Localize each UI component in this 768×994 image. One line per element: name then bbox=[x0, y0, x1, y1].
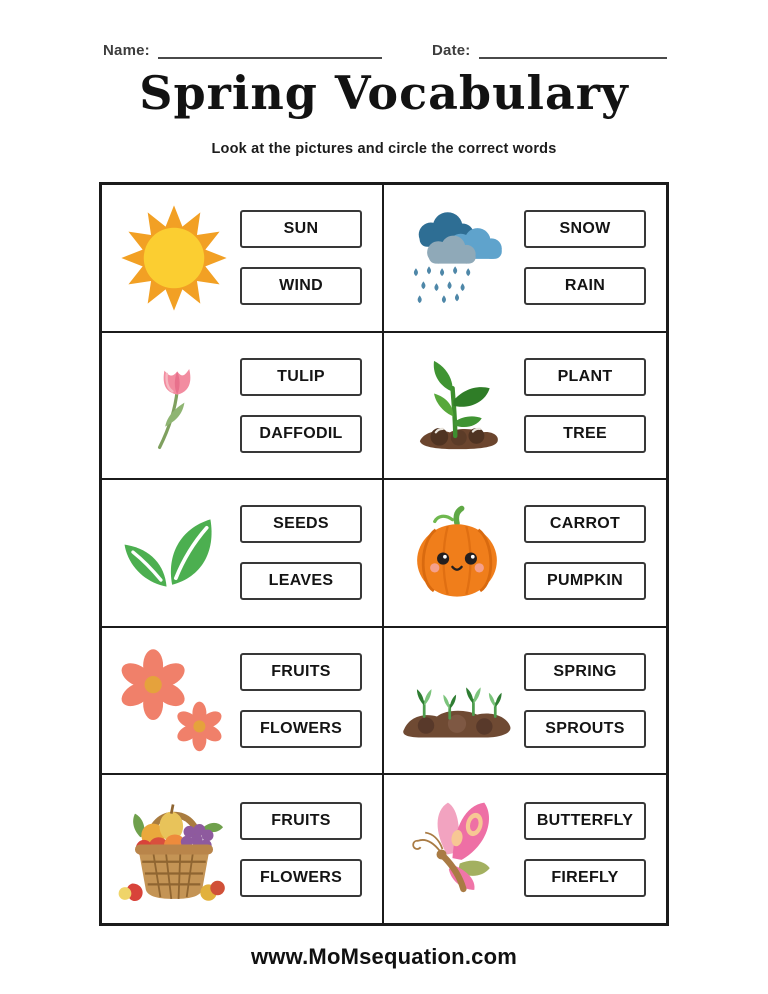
pumpkin-image bbox=[390, 505, 524, 601]
word-options bbox=[240, 505, 362, 600]
worksheet-cell bbox=[102, 480, 384, 628]
date-label: Date: bbox=[432, 42, 471, 59]
word-option-daffodil[interactable]: DAFFODIL bbox=[240, 415, 362, 453]
worksheet-grid bbox=[99, 182, 669, 926]
worksheet-cell bbox=[384, 775, 666, 923]
butterfly-image bbox=[390, 794, 524, 904]
rain-cloud-image bbox=[390, 205, 524, 311]
word-option-flowers[interactable]: FLOWERS bbox=[240, 859, 362, 897]
page-subtitle: Look at the pictures and circle the correct words bbox=[211, 141, 557, 157]
worksheet-cell bbox=[384, 628, 666, 776]
site-footer: www.MoMsequation.com bbox=[251, 944, 517, 969]
word-option-flowers[interactable]: FLOWERS bbox=[240, 710, 362, 748]
worksheet-cell bbox=[102, 775, 384, 923]
word-option-wind[interactable]: WIND bbox=[240, 267, 362, 305]
word-option-spring[interactable]: SPRING bbox=[524, 653, 646, 691]
word-options bbox=[524, 802, 646, 897]
tulip-image bbox=[108, 350, 240, 460]
word-option-plant[interactable]: PLANT bbox=[524, 358, 646, 396]
date-blank-line[interactable] bbox=[479, 44, 667, 59]
name-label: Name: bbox=[103, 42, 150, 59]
word-option-sprouts[interactable]: SPROUTS bbox=[524, 710, 646, 748]
page-title: Spring Vocabulary bbox=[139, 66, 629, 120]
word-option-sun[interactable]: SUN bbox=[240, 210, 362, 248]
word-options bbox=[524, 210, 646, 305]
word-options bbox=[240, 802, 362, 897]
word-option-rain[interactable]: RAIN bbox=[524, 267, 646, 305]
worksheet-cell bbox=[384, 480, 666, 628]
word-option-pumpkin[interactable]: PUMPKIN bbox=[524, 562, 646, 600]
word-option-firefly[interactable]: FIREFLY bbox=[524, 859, 646, 897]
date-field-group bbox=[432, 42, 667, 59]
name-field-group bbox=[103, 42, 382, 59]
flowers-image bbox=[108, 646, 240, 756]
word-option-tree[interactable]: TREE bbox=[524, 415, 646, 453]
worksheet-cell bbox=[102, 185, 384, 333]
word-options bbox=[240, 653, 362, 748]
word-option-butterfly[interactable]: BUTTERFLY bbox=[524, 802, 646, 840]
leaves-image bbox=[108, 511, 240, 595]
sprouts-image bbox=[390, 660, 524, 742]
word-options bbox=[524, 653, 646, 748]
word-option-leaves[interactable]: LEAVES bbox=[240, 562, 362, 600]
word-option-seeds[interactable]: SEEDS bbox=[240, 505, 362, 543]
seedling-image bbox=[390, 354, 524, 456]
worksheet-cell bbox=[384, 185, 666, 333]
word-options bbox=[524, 358, 646, 453]
word-option-fruits[interactable]: FRUITS bbox=[240, 653, 362, 691]
word-option-tulip[interactable]: TULIP bbox=[240, 358, 362, 396]
word-options bbox=[524, 505, 646, 600]
word-option-carrot[interactable]: CARROT bbox=[524, 505, 646, 543]
word-option-fruits[interactable]: FRUITS bbox=[240, 802, 362, 840]
fruit-basket-image bbox=[108, 790, 240, 908]
word-options bbox=[240, 210, 362, 305]
word-option-snow[interactable]: SNOW bbox=[524, 210, 646, 248]
worksheet-cell bbox=[384, 333, 666, 481]
worksheet-cell bbox=[102, 628, 384, 776]
worksheet-cell bbox=[102, 333, 384, 481]
word-options bbox=[240, 358, 362, 453]
sun-image bbox=[108, 202, 240, 314]
name-blank-line[interactable] bbox=[158, 44, 382, 59]
